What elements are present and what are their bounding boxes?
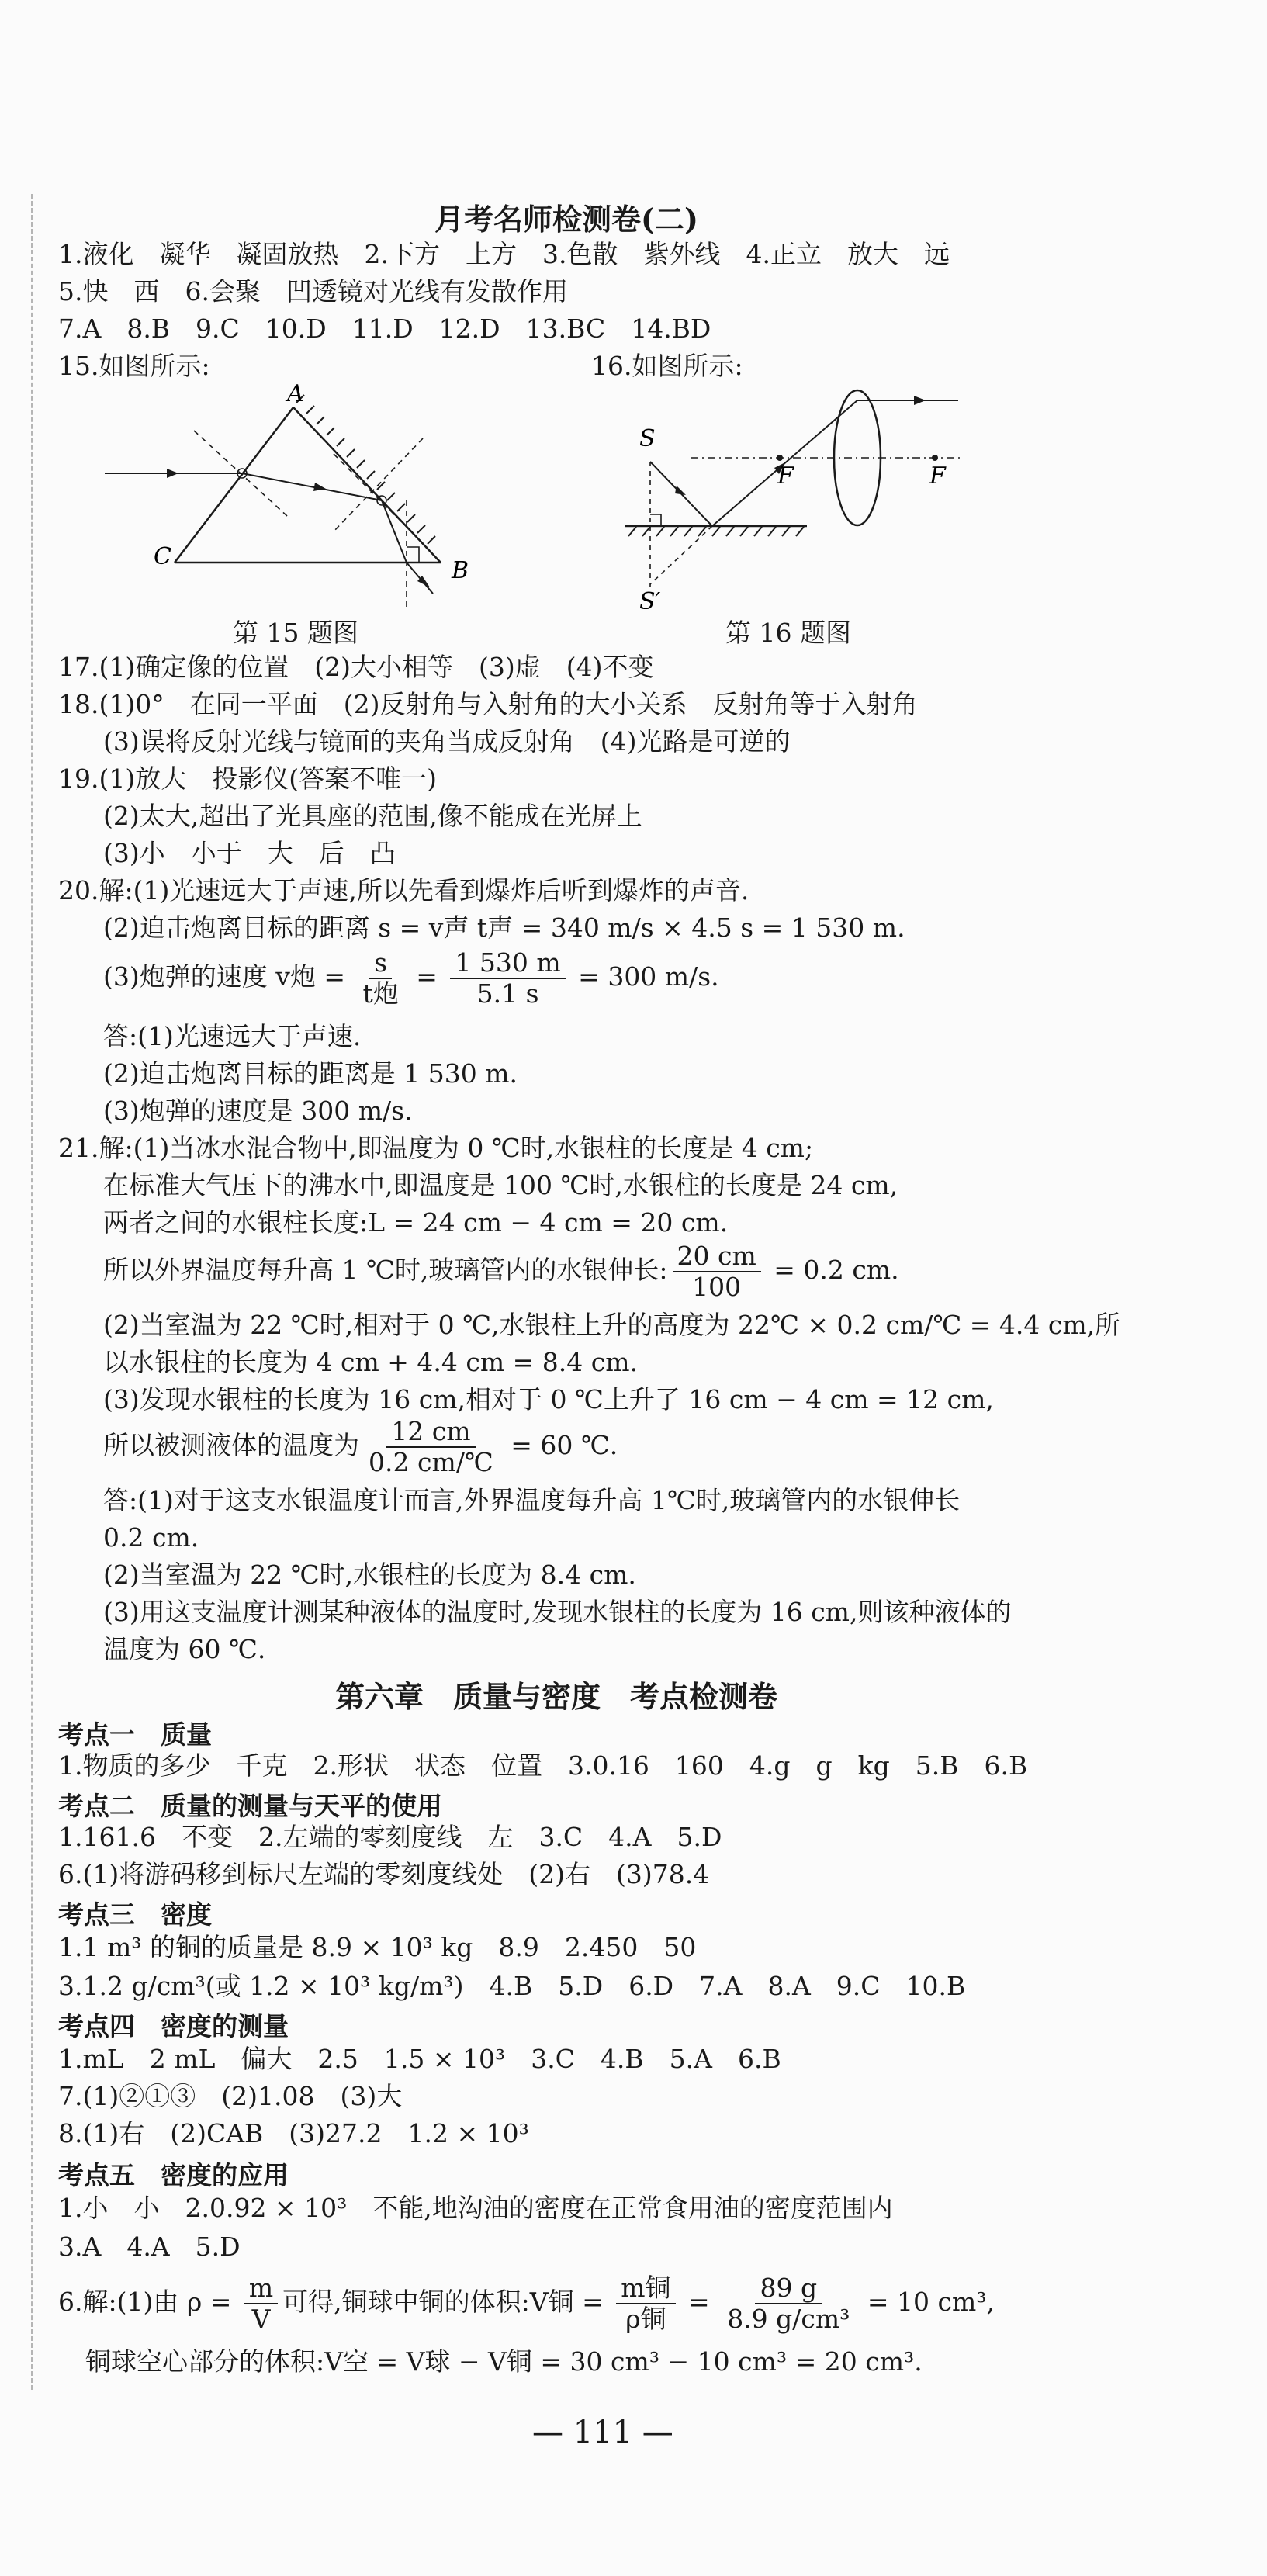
fig15-label-a: A bbox=[287, 384, 304, 407]
answer-q15-label: 15.如图所示: bbox=[58, 351, 210, 381]
answer-q20-conclusion: (3)炮弹的速度是 300 m/s. bbox=[103, 1096, 413, 1126]
topic-heading: 考点三 密度 bbox=[58, 1899, 212, 1930]
fig16-label-f-right: F bbox=[929, 462, 946, 490]
answer-line: 1.161.6 不变 2.左端的零刻度线 左 3.C 4.A 5.D bbox=[58, 1822, 722, 1852]
answer-q18-line: (3)误将反射光线与镜面的夹角当成反射角 (4)光路是可逆的 bbox=[103, 726, 791, 757]
answer-q20-conclusion: (2)迫击炮离目标的距离是 1 530 m. bbox=[103, 1058, 518, 1089]
topic-heading: 考点四 密度的测量 bbox=[58, 2011, 289, 2041]
answer-q20-speed-formula: (3)炮弹的速度 v炮 = $\frac{s}{\text{t炮}}$ = $\frac{1 530 m}{5.1 s}$ = 300 m/s. bbox=[103, 947, 719, 1009]
answer-line: 铜球空心部分的体积:V空 = V球 − V铜 = 30 cm³ − 10 cm³ = 20 cm³. bbox=[85, 2346, 923, 2377]
answer-q21-temp-formula: 所以被测液体的温度为 $\frac{12 cm}{0.2 cm/℃}$ = 60 ℃. bbox=[103, 1416, 618, 1477]
figure-15-prism-diagram bbox=[93, 384, 497, 609]
answer-q20-line: (2)迫击炮离目标的距离 s = v声 t声 = 340 m/s × 4.5 s = 1 530 m. bbox=[103, 912, 905, 943]
fraction: $\frac{12 cm}{0.2 cm/℃}$ bbox=[369, 1416, 493, 1477]
fraction: $\frac{89 g}{\text{8.9 g/cm³}}$ bbox=[727, 2273, 850, 2334]
fraction: $\frac{m}{V}$ bbox=[244, 2273, 278, 2334]
answer-line: 1.小 小 2.0.92 × 10³ 不能,地沟油的密度在正常食用油的密度范围内 bbox=[58, 2193, 893, 2223]
answer-q21-line: 两者之间的水银柱长度:L = 24 cm − 4 cm = 20 cm. bbox=[103, 1207, 729, 1238]
figure-16-caption: 第 16 题图 bbox=[725, 618, 851, 648]
answer-q21-line: (2)当室温为 22 ℃时,相对于 0 ℃,水银柱上升的高度为 22℃ × 0.2 cm/℃ = 4.4 cm,所 bbox=[103, 1310, 1121, 1340]
answer-q16-label: 16.如图所示: bbox=[591, 351, 743, 381]
answer-line: 7.(1)②①③ (2)1.08 (3)大 bbox=[58, 2081, 403, 2111]
answer-q21-conclusion: 0.2 cm. bbox=[103, 1522, 199, 1553]
answer-q21-line: 在标准大气压下的沸水中,即温度是 100 ℃时,水银柱的长度是 24 cm, bbox=[103, 1170, 898, 1200]
answer-line: 5.快 西 6.会聚 凹透镜对光线有发散作用 bbox=[58, 276, 568, 306]
page-number: — 111 — bbox=[532, 2415, 673, 2450]
answer-q21-conclusion: (3)用这支温度计测某种液体的温度时,发现水银柱的长度为 16 cm,则该种液体的 bbox=[103, 1597, 1012, 1627]
answer-line: 3.1.2 g/cm³(或 1.2 × 10³ kg/m³) 4.B 5.D 6.D 7.A 8.A 9.C 10.B bbox=[58, 1971, 966, 2001]
fraction: $\frac{s}{\text{t炮}}$ bbox=[362, 947, 399, 1009]
answer-q19-line: (3)小 小于 大 后 凸 bbox=[103, 838, 396, 868]
topic-heading: 考点五 密度的应用 bbox=[58, 2160, 289, 2190]
answer-q21-rate-formula: 所以外界温度每升高 1 ℃时,玻璃管内的水银伸长: $\frac{20 cm}{100}$ = 0.2 cm. bbox=[103, 1241, 899, 1302]
section-title-chapter-6: 第六章 质量与密度 考点检测卷 bbox=[335, 1679, 778, 1714]
answer-q21-conclusion: 答:(1)对于这支水银温度计而言,外界温度每升高 1℃时,玻璃管内的水银伸长 bbox=[103, 1485, 961, 1515]
answer-q17: 17.(1)确定像的位置 (2)大小相等 (3)虚 (4)不变 bbox=[58, 652, 654, 682]
fig16-label-s-prime: S′ bbox=[639, 588, 661, 609]
answer-q20-line: 20.解:(1)光速远大于声速,所以先看到爆炸后听到爆炸的声音. bbox=[58, 875, 749, 905]
fraction: $\frac{20 cm}{100}$ bbox=[673, 1241, 761, 1302]
answer-q20-conclusion: 答:(1)光速远大于声速. bbox=[103, 1021, 362, 1051]
answer-line: 1.物质的多少 千克 2.形状 状态 位置 3.0.16 160 4.g g kg 5.B 6.B bbox=[58, 1750, 1028, 1781]
fig16-label-f-left: F bbox=[777, 462, 794, 490]
answer-line: 3.A 4.A 5.D bbox=[58, 2231, 241, 2262]
answer-q19-line: 19.(1)放大 投影仪(答案不唯一) bbox=[58, 763, 437, 794]
answer-q21-line: 以水银柱的长度为 4 cm + 4.4 cm = 8.4 cm. bbox=[103, 1347, 638, 1377]
answer-q19-line: (2)太大,超出了光具座的范围,像不能成在光屏上 bbox=[103, 801, 642, 831]
topic-heading: 考点一 质量 bbox=[58, 1719, 212, 1750]
answer-line: 6.(1)将游码移到标尺左端的零刻度线处 (2)右 (3)78.4 bbox=[58, 1859, 710, 1889]
binding-dashed-line bbox=[31, 194, 33, 2390]
answer-line: 7.A 8.B 9.C 10.D 11.D 12.D 13.BC 14.BD bbox=[58, 313, 711, 344]
answer-q21-conclusion: 温度为 60 ℃. bbox=[103, 1634, 266, 1664]
answer-line: 1.液化 凝华 凝固放热 2.下方 上方 3.色散 紫外线 4.正立 放大 远 bbox=[58, 239, 950, 269]
answer-line: 8.(1)右 (2)CAB (3)27.2 1.2 × 10³ bbox=[58, 2118, 529, 2148]
fraction: $\frac{1 530 m}{5.1 s}$ bbox=[450, 948, 565, 1009]
answer-q21-line: (3)发现水银柱的长度为 16 cm,相对于 0 ℃上升了 16 cm − 4 cm = 12 cm, bbox=[103, 1384, 994, 1414]
fraction: $\frac{\text{m铜}}{\text{ρ铜}}$ bbox=[616, 2273, 675, 2334]
topic-heading: 考点二 质量的测量与天平的使用 bbox=[58, 1791, 442, 1821]
fig15-label-c: C bbox=[154, 543, 171, 570]
figure-15-caption: 第 15 题图 bbox=[233, 618, 358, 648]
fig15-label-b: B bbox=[452, 557, 469, 584]
answer-q18-line: 18.(1)0° 在同一平面 (2)反射角与入射角的大小关系 反射角等于入射角 bbox=[58, 689, 918, 719]
answer-q21-conclusion: (2)当室温为 22 ℃时,水银柱的长度为 8.4 cm. bbox=[103, 1560, 636, 1590]
fig16-label-s: S bbox=[639, 425, 656, 452]
answer-q21-line: 21.解:(1)当冰水混合物中,即温度为 0 ℃时,水银柱的长度是 4 cm; bbox=[58, 1133, 814, 1163]
section-title-monthly-test: 月考名师检测卷(二) bbox=[434, 202, 698, 237]
figure-16-lens-mirror-diagram bbox=[613, 384, 978, 609]
answer-k5-q6-formula: 6.解:(1)由 ρ = $\frac{m}{V}$ 可得,铜球中铜的体积:V铜 = $\frac{\text{m铜}}{\text{ρ铜}}$ = $\frac{89 g}{\text{8.9 g/cm³}}$ = 10 cm³, bbox=[58, 2273, 995, 2334]
answer-line: 1.mL 2 mL 偏大 2.5 1.5 × 10³ 3.C 4.B 5.A 6.B bbox=[58, 2044, 781, 2074]
answer-line: 1.1 m³ 的铜的质量是 8.9 × 10³ kg 8.9 2.450 50 bbox=[58, 1932, 697, 1962]
